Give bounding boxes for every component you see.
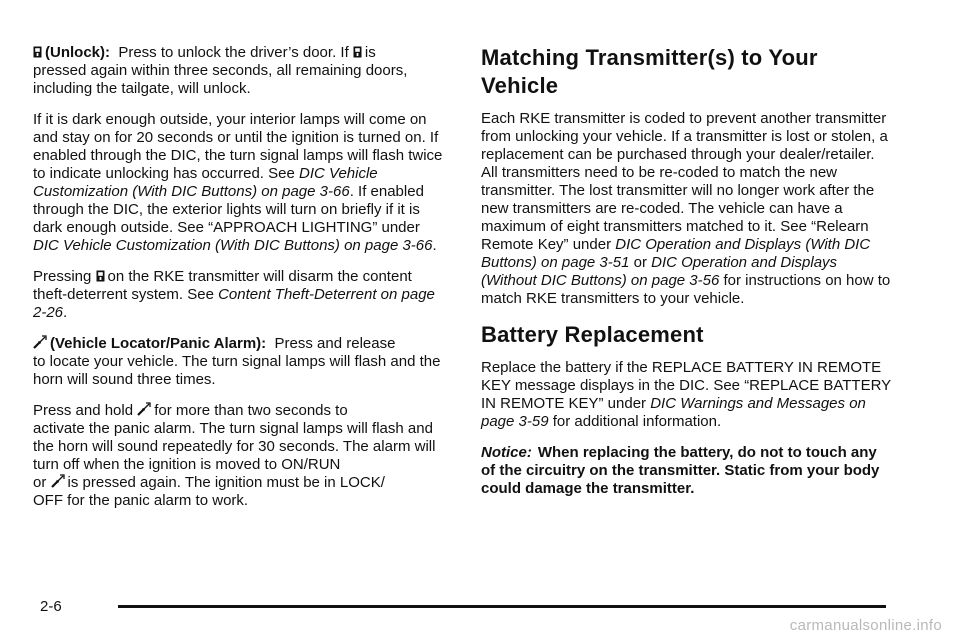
page-number: 2-6 (40, 598, 62, 615)
hold-paragraph (33, 402, 447, 420)
battery-reference: DIC Warnings and Messages on page 3-59 (481, 395, 866, 430)
notice-paragraph (481, 444, 891, 498)
unlock-intro: Press to unlock the driver’s door. If (118, 44, 349, 61)
dark-text-a: If it is dark enough outside, your interior lamps will come on and stay on for 20 seconds or until the ignition is turned on. If enabled through the DIC, the turn signal lamps will flash twice to indicate unlocking has occurred. See (33, 111, 443, 182)
pressing-end: . (63, 304, 68, 321)
hold-rest: activate the panic alarm. The turn signal lamps will flash and the horn will sound repeatedly for 30 seconds. The alarm will turn off when the ignition is moved to ON/RUN (33, 420, 436, 473)
dark-text-c: . (432, 237, 437, 254)
battery-text-a: Replace the battery if the REPLACE BATTERY IN REMOTE KEY message displays in the DIC. See “REPLACE BATTERY IN REMOTE KEY” under (481, 359, 891, 412)
unlock-intro-end: is (364, 44, 376, 61)
notice-label: Notice: (481, 444, 532, 461)
pressing-paragraph (33, 268, 447, 286)
hold-or: or (33, 474, 47, 491)
unlock-icon (33, 46, 42, 58)
pressing-rest (33, 286, 447, 322)
vehicle-locator-icon (137, 402, 151, 416)
left-column (33, 44, 447, 523)
watermark: carmanualsonline.info (789, 617, 942, 634)
battery-paragraph (481, 359, 891, 431)
hold-text-d: OFF for the panic alarm to work. (33, 492, 249, 509)
vehicle-locator-icon (33, 335, 47, 349)
locator-intro: Press and release (274, 335, 396, 352)
matching-reference-1: DIC Operation and Displays (With DIC Buttons) on page 3-51 (481, 236, 871, 271)
unlock-icon (96, 270, 105, 282)
unlock-icon (353, 46, 362, 58)
pressing-reference: Content Theft-Deterrent on page 2-26 (33, 286, 435, 321)
matching-text-a: Each RKE transmitter is coded to prevent another transmitter from unlocking your vehicle. If a transmitter is lost or stolen, a replacement can be purchased through your dealer/retailer. All transmitters need to be re-coded to match the new transmitter. The lost transmitter will no longer work after the new transmitters are re-coded. The vehicle can have a maximum of eight transmitters matched to it. See “Relearn Remote Key” under (481, 110, 888, 253)
battery-text-b: for additional information. (548, 413, 722, 430)
locator-label: (Vehicle Locator/Panic Alarm): (50, 335, 267, 352)
matching-text-b: or (629, 254, 652, 271)
unlock-rest: pressed again within three seconds, all remaining doors, including the tailgate, will unlock. (33, 62, 408, 97)
dark-reference-2: DIC Vehicle Customization (With DIC Buttons) on page 3-66 (33, 237, 433, 254)
pressing-rest-text: theft-deterrent system. See (33, 286, 219, 303)
matching-reference-2: DIC Operation and Displays (Without DIC Buttons) on page 3-56 (481, 254, 838, 289)
dark-paragraph (33, 111, 447, 255)
matching-paragraph (481, 110, 891, 308)
right-column (481, 44, 891, 511)
dark-text-b: . If enabled through the DIC, the exterior lights will turn on briefly if it is dark enough outside. See “APPROACH LIGHTING” under (33, 183, 424, 236)
footer-rule (118, 605, 886, 608)
heading-battery-replacement: Battery Replacement (481, 322, 704, 347)
pressing-text-a: Pressing (33, 268, 92, 285)
locator-paragraph (33, 335, 447, 353)
matching-text-c: for instructions on how to match RKE transmitters to your vehicle. (481, 272, 891, 307)
vehicle-locator-icon (51, 474, 65, 488)
hold-text-b: for more than two seconds to (154, 402, 348, 419)
unlock-paragraph (33, 44, 447, 62)
notice-text: When replacing the battery, do not to touch any of the circuitry on the transmitter. Static from your body could damage the transmitter. (481, 444, 880, 497)
hold-text-c: is pressed again. The ignition must be in LOCK/ (67, 474, 385, 491)
heading-matching-transmitters: Matching Transmitter(s) to Your Vehicle (481, 45, 818, 98)
pressing-text-b: on the RKE transmitter will disarm the content (107, 268, 412, 285)
hold-or-line (33, 474, 447, 492)
locator-rest: to locate your vehicle. The turn signal lamps will flash and the horn will sound three times. (33, 353, 441, 388)
dark-reference-1: DIC Vehicle Customization (With DIC Buttons) on page 3-66 (33, 165, 378, 200)
unlock-label: (Unlock): (45, 44, 110, 61)
hold-text-a: Press and hold (33, 402, 134, 419)
